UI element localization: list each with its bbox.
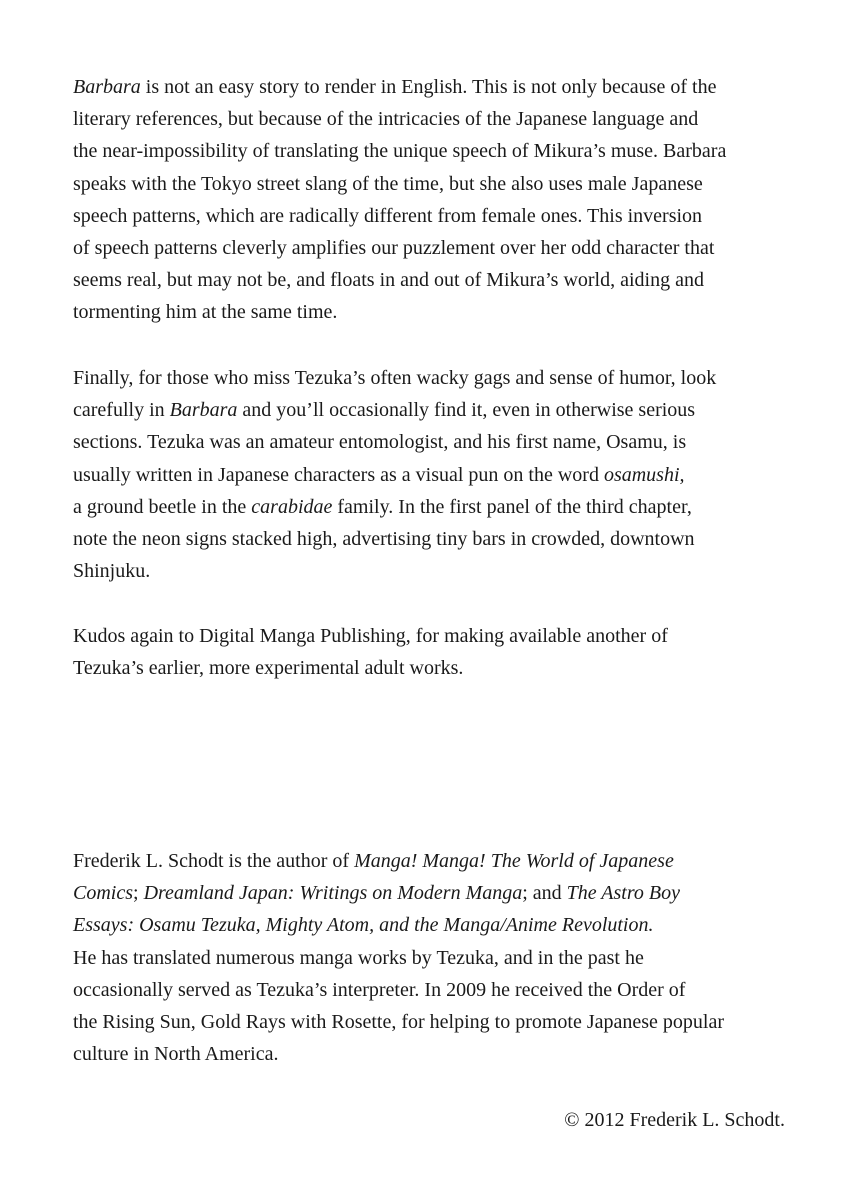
text-segment: He has translated numerous manga works by Tezuka, and in the past he	[73, 946, 644, 969]
text-line	[73, 362, 793, 394]
text-segment: Tezuka’s earlier, more experimental adult works.	[73, 657, 464, 680]
text-segment: note the neon signs stacked high, advertising tiny bars in crowded, downtown	[73, 527, 695, 550]
italic-text: Comics	[73, 882, 133, 905]
text-line	[73, 523, 793, 555]
text-line	[73, 103, 793, 135]
text-line	[73, 845, 793, 877]
paragraph-translation	[73, 71, 793, 329]
italic-text: Barbara	[169, 399, 238, 422]
text-line	[73, 620, 793, 652]
copyright-notice: © 2012 Frederik L. Schodt.	[564, 1109, 785, 1131]
text-line	[73, 1006, 793, 1038]
text-line	[73, 296, 793, 328]
text-line	[73, 974, 793, 1006]
italic-text: osamushi,	[603, 463, 685, 486]
text-line	[73, 394, 793, 426]
text-line	[73, 909, 793, 941]
text-segment: seems real, but may not be, and floats in and out of Mikura’s world, aiding and	[73, 269, 704, 292]
text-segment: ;	[133, 882, 144, 905]
text-line	[73, 232, 793, 264]
text-line	[73, 491, 793, 523]
text-segment: Finally, for those who miss Tezuka’s often wacky gags and sense of humor, look	[73, 367, 717, 389]
text-line	[73, 942, 793, 974]
text-segment: culture in North America.	[73, 1043, 279, 1066]
text-segment: is not an easy story to render in English. This is not only because of the	[140, 76, 717, 98]
italic-text: Essays: Osamu Tezuka, Mighty Atom, and the Manga/Anime Revolution.	[73, 914, 654, 937]
paragraph-humor	[73, 362, 793, 587]
paragraph-author-bio	[73, 845, 793, 1070]
text-segment: carefully in	[73, 399, 170, 422]
text-line	[73, 264, 793, 296]
text-line	[73, 555, 793, 587]
text-segment: family. In the first panel of the third chapter,	[332, 495, 692, 518]
text-line	[73, 1038, 793, 1070]
italic-text: Barbara	[73, 76, 141, 98]
text-segment: speech patterns, which are radically different from female ones. This inversion	[73, 204, 703, 227]
text-line	[73, 652, 793, 684]
italic-text: The Astro Boy	[566, 882, 681, 905]
text-segment: the near-impossibility of translating the unique speech of Mikura’s muse. Barbara	[73, 140, 727, 163]
text-line	[73, 135, 793, 167]
text-segment: occasionally served as Tezuka’s interpreter. In 2009 he received the Order of	[73, 978, 686, 1001]
text-line	[73, 200, 793, 232]
text-segment: usually written in Japanese characters as a visual pun on the word	[73, 463, 604, 486]
text-line	[73, 168, 793, 200]
text-segment: and you’ll occasionally find it, even in otherwise serious	[237, 399, 696, 422]
paragraph-kudos	[73, 620, 793, 684]
text-segment: sections. Tezuka was an amateur entomologist, and his first name, Osamu, is	[73, 431, 687, 454]
text-segment: speaks with the Tokyo street slang of the time, but she also uses male Japanese	[73, 172, 703, 195]
text-line	[73, 426, 793, 458]
text-segment: tormenting him at the same time.	[73, 301, 338, 324]
text-line	[73, 877, 793, 909]
text-segment: literary references, but because of the intricacies of the Japanese language and	[73, 108, 699, 131]
italic-text: Dreamland Japan: Writings on Modern Manga	[143, 882, 523, 905]
italic-text: Manga! Manga! The World of Japanese	[354, 850, 674, 872]
text-segment: ; and	[522, 882, 567, 905]
text-line	[73, 459, 793, 491]
text-segment: Shinjuku.	[73, 560, 151, 583]
italic-text: carabidae	[251, 495, 333, 518]
text-segment: the Rising Sun, Gold Rays with Rosette, for helping to promote Japanese popular	[73, 1010, 725, 1033]
text-line	[73, 71, 793, 103]
text-segment: Kudos again to Digital Manga Publishing, for making available another of	[73, 625, 668, 647]
text-segment: a ground beetle in the	[73, 495, 252, 518]
text-segment: Frederik L. Schodt is the author of	[73, 850, 355, 872]
text-segment: of speech patterns cleverly amplifies our puzzlement over her odd character that	[73, 236, 715, 259]
